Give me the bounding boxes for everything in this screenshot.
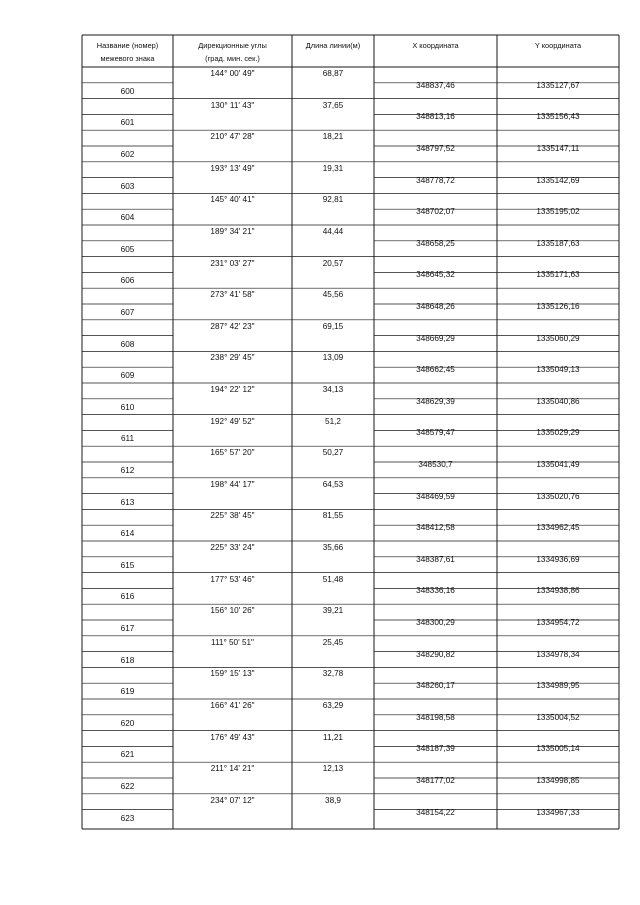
direction-angle-cell: 194° 22' 12" — [210, 385, 255, 394]
line-length-cell: 51,48 — [322, 574, 344, 584]
direction-angle-cell: 166° 41' 26" — [210, 701, 255, 710]
x-coordinate-cell: 348336,16 — [416, 586, 455, 596]
x-coordinate-cell: 348187,39 — [416, 744, 455, 754]
y-coordinate-cell: 1335060,29 — [536, 333, 580, 343]
boundary-mark-id-cell: 619 — [120, 687, 135, 697]
y-coordinate-cell: 1334954,72 — [536, 618, 580, 627]
direction-angle-cell: 210° 47' 28" — [210, 132, 255, 142]
boundary-mark-id-cell: 621 — [120, 750, 135, 760]
direction-angle-cell: 176° 49' 43" — [210, 732, 255, 742]
boundary-mark-id-cell: 618 — [120, 655, 135, 665]
x-coordinate-cell: 348648,26 — [416, 302, 455, 311]
y-coordinate-cell: 1335195,02 — [536, 207, 580, 217]
x-coordinate-cell: 348154,22 — [416, 807, 455, 817]
direction-angle-cell: 111° 50' 51" — [211, 637, 254, 647]
x-coordinate-cell: 348387,61 — [416, 554, 455, 564]
y-coordinate-cell: 1335142,69 — [536, 175, 580, 185]
x-coordinate-cell: 348530,7 — [418, 460, 453, 469]
direction-angle-cell: 145° 40' 41" — [210, 195, 255, 205]
boundary-mark-id-cell: 600 — [120, 86, 135, 96]
direction-angle-cell: 231° 03' 27" — [210, 258, 255, 268]
header-angles-line1: Дирекционные углы — [198, 41, 267, 50]
line-length-cell: 19,31 — [322, 163, 344, 173]
x-coordinate-cell: 348658,25 — [416, 238, 455, 248]
x-coordinate-cell: 348797,52 — [416, 144, 455, 153]
y-coordinate-cell: 1334938,86 — [536, 586, 580, 596]
x-coordinate-cell: 348778,72 — [416, 175, 455, 185]
boundary-mark-id-cell: 614 — [120, 529, 135, 539]
boundary-mark-id-cell: 623 — [120, 813, 135, 823]
boundary-mark-id-cell: 601 — [120, 118, 135, 128]
direction-angle-cell: 130° 11' 43" — [210, 100, 255, 110]
y-coordinate-cell: 1335127,67 — [536, 80, 580, 90]
y-coordinate-cell: 1335147,11 — [536, 144, 580, 153]
direction-angle-cell: 273° 41' 58" — [210, 290, 255, 300]
boundary-mark-id-cell: 613 — [120, 497, 135, 507]
direction-angle-cell: 193° 13' 49" — [210, 163, 255, 173]
x-coordinate-cell: 348198,58 — [416, 712, 455, 722]
y-coordinate-cell: 1335171,63 — [536, 270, 580, 280]
line-length-cell: 50,27 — [322, 448, 344, 458]
line-length-cell: 32,78 — [322, 669, 344, 679]
y-coordinate-cell: 1334978,34 — [536, 649, 580, 659]
boundary-mark-id-cell: 617 — [120, 624, 135, 633]
x-coordinate-cell: 348645,32 — [416, 270, 455, 280]
y-coordinate-cell: 1335041,49 — [536, 460, 580, 469]
boundary-mark-id-cell: 620 — [120, 718, 135, 728]
line-length-cell: 39,21 — [322, 606, 344, 616]
direction-angle-cell: 238° 29' 45" — [210, 353, 255, 363]
x-coordinate-cell: 348177,02 — [416, 776, 455, 785]
y-coordinate-cell: 1335156,43 — [536, 112, 580, 122]
boundary-mark-id-cell: 610 — [120, 402, 135, 412]
y-coordinate-cell: 1334967,33 — [536, 807, 580, 817]
direction-angle-cell: 177° 53' 46" — [210, 574, 255, 584]
header-name-line2: межевого знака — [100, 54, 155, 63]
header-name-line1: Название (номер) — [96, 41, 159, 50]
y-coordinate-cell: 1334989,95 — [536, 681, 580, 691]
line-length-cell: 18,21 — [322, 132, 344, 142]
header-length-cell: Длина линии(м) — [305, 41, 361, 50]
header-angles-cell — [173, 39, 292, 65]
direction-angle-cell: 211° 14' 21" — [210, 764, 255, 774]
direction-angle-cell: 198° 44' 17" — [210, 479, 255, 489]
line-length-cell: 63,29 — [322, 701, 344, 710]
y-coordinate-cell: 1335126,16 — [536, 302, 580, 311]
boundary-mark-id-cell: 612 — [120, 466, 135, 475]
line-length-cell: 81,55 — [322, 511, 344, 521]
y-coordinate-cell: 1335005,14 — [536, 744, 580, 754]
x-coordinate-cell: 348579,47 — [416, 428, 455, 438]
header-angles-line2: (град. мин. сек.) — [205, 54, 260, 63]
y-coordinate-cell: 1335049,13 — [536, 365, 580, 375]
direction-angle-cell: 225° 33' 24" — [210, 543, 255, 552]
y-coordinate-cell: 1335020,76 — [536, 491, 580, 501]
direction-angle-cell: 225° 38' 45" — [210, 511, 255, 521]
boundary-mark-id-cell: 609 — [120, 371, 135, 381]
x-coordinate-cell: 348290,82 — [416, 649, 455, 659]
line-length-cell: 20,57 — [322, 258, 344, 268]
x-coordinate-cell: 348662,45 — [416, 365, 455, 375]
line-length-cell: 38,9 — [325, 795, 341, 805]
x-coordinate-cell: 348260,17 — [416, 681, 455, 691]
boundary-mark-id-cell: 603 — [120, 181, 135, 191]
line-length-cell: 12,13 — [322, 764, 344, 774]
x-coordinate-cell: 348813,16 — [416, 112, 455, 122]
y-coordinate-cell: 1335040,86 — [536, 396, 580, 406]
y-coordinate-cell: 1334998,85 — [536, 776, 580, 785]
line-length-cell: 51,2 — [325, 416, 341, 426]
direction-angle-cell: 165° 57' 20" — [210, 448, 255, 458]
line-length-cell: 11,21 — [323, 732, 343, 742]
line-length-cell: 35,66 — [322, 543, 344, 552]
y-coordinate-cell: 1335029,29 — [536, 428, 580, 438]
direction-angle-cell: 192° 49' 52" — [210, 416, 255, 426]
y-coordinate-cell: 1334962,45 — [536, 523, 580, 533]
line-length-cell: 34,13 — [322, 385, 344, 394]
boundary-mark-id-cell: 608 — [120, 339, 135, 349]
boundary-mark-id-cell: 607 — [120, 308, 135, 317]
line-length-cell: 13,09 — [322, 353, 344, 363]
x-coordinate-cell: 348669,29 — [416, 333, 455, 343]
direction-angle-cell: 287° 42' 23" — [210, 321, 255, 331]
x-coordinate-cell: 348412,58 — [416, 523, 455, 533]
header-name-cell — [82, 39, 173, 65]
x-coordinate-cell: 348837,46 — [416, 80, 455, 90]
x-coordinate-cell: 348300,29 — [416, 618, 455, 627]
boundary-mark-id-cell: 605 — [120, 244, 135, 254]
boundary-mark-id-cell: 616 — [120, 592, 135, 602]
direction-angle-cell: 189° 34' 21" — [210, 227, 255, 236]
y-coordinate-cell: 1335004,52 — [536, 712, 580, 722]
boundary-mark-id-cell: 604 — [120, 213, 135, 223]
boundary-coordinates-table — [82, 35, 619, 829]
line-length-cell: 37,65 — [322, 100, 344, 110]
line-length-cell: 64,53 — [322, 479, 344, 489]
boundary-mark-id-cell: 606 — [120, 276, 135, 286]
x-coordinate-cell: 348469,59 — [416, 491, 455, 501]
boundary-mark-id-cell: 615 — [120, 560, 135, 570]
header-x-cell: X координата — [412, 41, 459, 50]
line-length-cell: 44,44 — [322, 227, 344, 236]
x-coordinate-cell: 348702,07 — [416, 207, 455, 217]
boundary-mark-id-cell: 602 — [120, 150, 135, 159]
direction-angle-cell: 156° 10' 26" — [210, 606, 255, 616]
y-coordinate-cell: 1335187,63 — [536, 238, 580, 248]
direction-angle-cell: 234° 07' 12" — [210, 795, 255, 805]
boundary-mark-id-cell: 622 — [120, 782, 135, 791]
line-length-cell: 45,56 — [322, 290, 344, 300]
boundary-mark-id-cell: 611 — [120, 434, 135, 444]
y-coordinate-cell: 1334936,69 — [536, 554, 580, 564]
line-length-cell: 68,87 — [322, 69, 344, 78]
direction-angle-cell: 144° 00' 49" — [210, 69, 255, 78]
direction-angle-cell: 159° 15' 13" — [210, 669, 255, 679]
line-length-cell: 25,45 — [322, 637, 344, 647]
line-length-cell: 92,81 — [322, 195, 344, 205]
header-y-cell: Y координата — [534, 41, 582, 50]
line-length-cell: 69,15 — [322, 321, 344, 331]
x-coordinate-cell: 348629,39 — [416, 396, 455, 406]
